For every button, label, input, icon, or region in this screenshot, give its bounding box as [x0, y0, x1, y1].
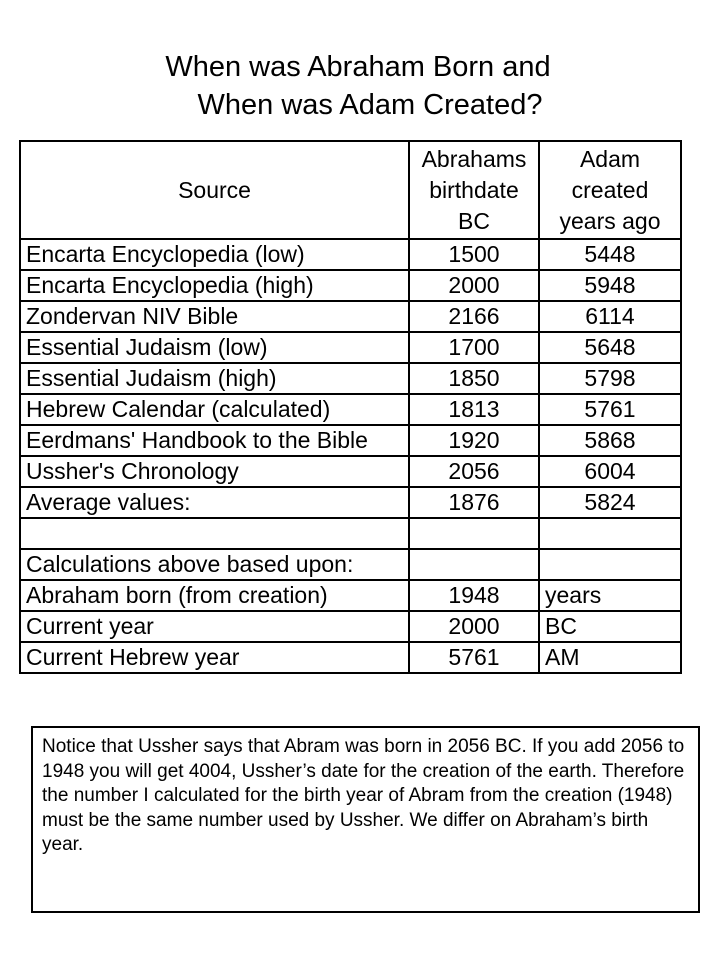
header-birthdate: [409, 141, 539, 239]
adam-cell: 5868: [539, 425, 681, 456]
birthdate-cell: 1700: [409, 332, 539, 363]
adam-cell: 5824: [539, 487, 681, 518]
birthdate-cell: 1920: [409, 425, 539, 456]
header-source: Source: [20, 141, 409, 239]
unit-cell: AM: [539, 642, 681, 673]
source-cell: Calculations above based upon:: [20, 549, 409, 580]
birthdate-cell: 1876: [409, 487, 539, 518]
table-row: [20, 270, 681, 301]
title-line-1: When was Abraham Born and: [165, 51, 551, 83]
table-row: [20, 611, 681, 642]
table-row: [20, 456, 681, 487]
chronology-table: [19, 140, 682, 674]
adam-cell: 5448: [539, 239, 681, 270]
unit-cell: BC: [539, 611, 681, 642]
header-adam-line-1: Adam: [579, 145, 641, 172]
source-cell: Eerdmans' Handbook to the Bible: [20, 425, 409, 456]
source-cell: Encarta Encyclopedia (low): [20, 239, 409, 270]
header-birthdate-line-2: birthdate: [429, 176, 519, 203]
header-birthdate-line-1: Abrahams: [421, 145, 527, 172]
table-row: [20, 363, 681, 394]
adam-cell: [539, 518, 681, 549]
table-row: [20, 549, 681, 580]
source-cell: Current year: [20, 611, 409, 642]
source-cell: Essential Judaism (low): [20, 332, 409, 363]
adam-cell: 5761: [539, 394, 681, 425]
adam-cell: 6004: [539, 456, 681, 487]
birthdate-cell: 5761: [409, 642, 539, 673]
source-cell: Current Hebrew year: [20, 642, 409, 673]
table-row: [20, 425, 681, 456]
table-row-empty: [20, 518, 681, 549]
header-birthdate-line-3: BC: [458, 207, 490, 234]
note-box: [31, 726, 700, 913]
source-cell: Encarta Encyclopedia (high): [20, 270, 409, 301]
birthdate-cell: 2056: [409, 456, 539, 487]
birthdate-cell: [409, 518, 539, 549]
note-text: Notice that Ussher says that Abram was born in 2056 BC. If you add 2056 to 1948 you will get 4004, Ussher’s date for the creation of the earth. Therefore the number I calculated for the birth year of Abram from the creation (1948) must be the same number used by Ussher. We differ on Abraham’s birth year.: [42, 736, 685, 855]
adam-cell: 5798: [539, 363, 681, 394]
table-row: [20, 332, 681, 363]
source-cell: Essential Judaism (high): [20, 363, 409, 394]
source-cell: Zondervan NIV Bible: [20, 301, 409, 332]
table-header-row: [20, 141, 681, 239]
source-cell: Average values:: [20, 487, 409, 518]
birthdate-cell: 1850: [409, 363, 539, 394]
source-cell: [20, 518, 409, 549]
birthdate-cell: [409, 549, 539, 580]
header-adam-created: [539, 141, 681, 239]
table-row: [20, 239, 681, 270]
table-row: [20, 580, 681, 611]
adam-cell: [539, 549, 681, 580]
adam-cell: 5948: [539, 270, 681, 301]
header-adam-line-2: created: [571, 176, 649, 203]
table-row: [20, 642, 681, 673]
unit-cell: years: [539, 580, 681, 611]
birthdate-cell: 2000: [409, 611, 539, 642]
source-cell: Abraham born (from creation): [20, 580, 409, 611]
adam-cell: 5648: [539, 332, 681, 363]
source-cell: Ussher's Chronology: [20, 456, 409, 487]
birthdate-cell: 1948: [409, 580, 539, 611]
header-adam-line-3: years ago: [559, 207, 661, 234]
birthdate-cell: 2000: [409, 270, 539, 301]
birthdate-cell: 2166: [409, 301, 539, 332]
table-row: [20, 394, 681, 425]
birthdate-cell: 1813: [409, 394, 539, 425]
source-cell: Hebrew Calendar (calculated): [20, 394, 409, 425]
table-row-average: [20, 487, 681, 518]
title-line-2: When was Adam Created?: [197, 89, 543, 121]
birthdate-cell: 1500: [409, 239, 539, 270]
table-row: [20, 301, 681, 332]
adam-cell: 6114: [539, 301, 681, 332]
